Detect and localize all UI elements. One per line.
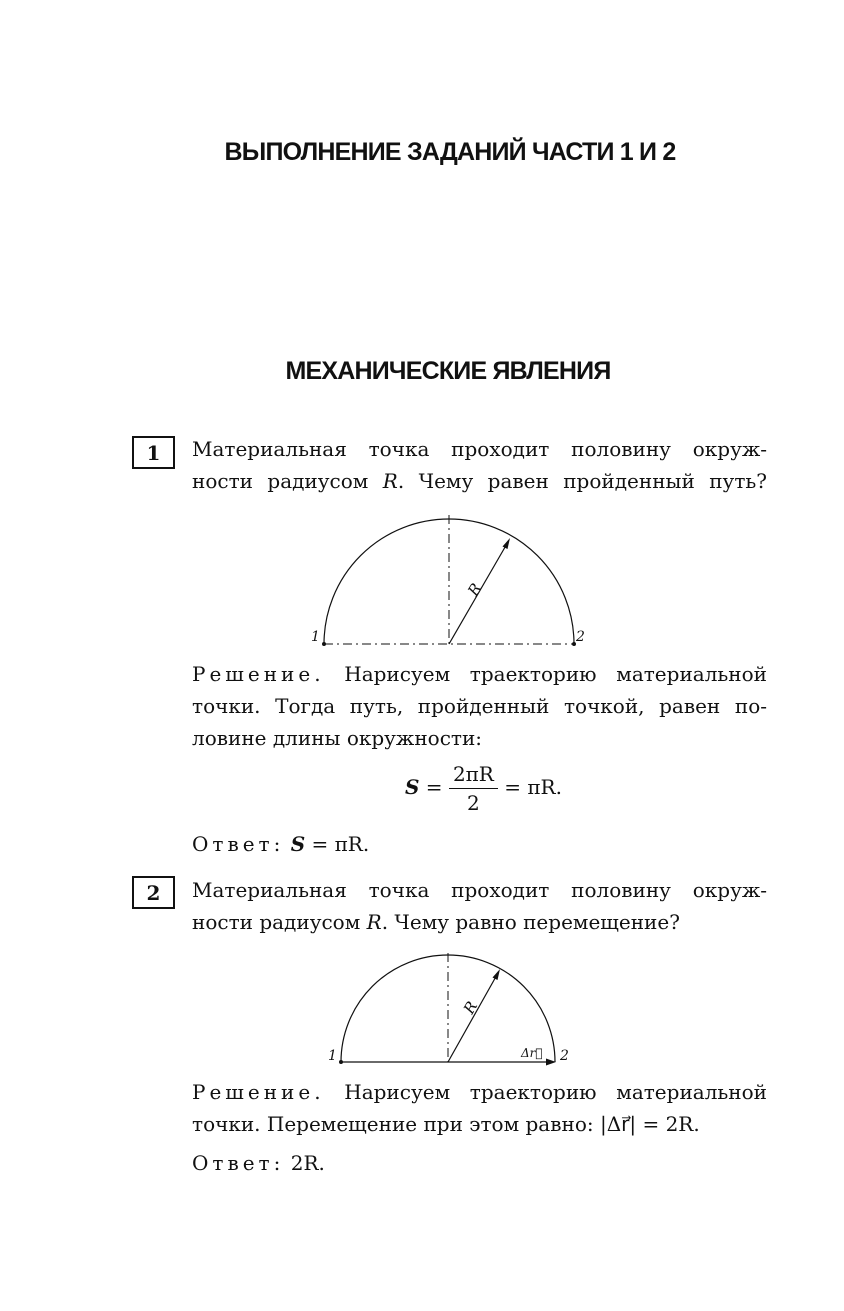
task-1-solution-line-1: Решение. Нарисуем траекторию материальной (192, 662, 767, 686)
task-2-number-box: 2 (132, 876, 175, 909)
task-2-radius-arrowhead (493, 969, 501, 980)
task-1-number-box: 1 (132, 436, 175, 469)
task-2-label-r: R (459, 998, 482, 1017)
task-1-question-line-2: ности радиусом R. Чему равен пройденный путь? (192, 469, 767, 493)
main-heading: ВЫПОЛНЕНИЕ ЗАДАНИЙ ЧАСТИ 1 И 2 (224, 138, 676, 166)
task-2-label-displacement: Δr⃗ (521, 1046, 543, 1060)
task-2-label-1: 1 (328, 1048, 337, 1064)
task-1-formula: S = $\frac{2\pi R}{2}$ = πR. (405, 762, 562, 815)
task-2-label-2: 2 (560, 1048, 569, 1064)
task-1-radius-arrowhead (503, 538, 511, 549)
task-2-question-line-2: ности радиусом R. Чему равно перемещение? (192, 910, 680, 934)
task-1-semicircle-diagram (300, 505, 600, 650)
task-1-label-1: 1 (311, 629, 320, 645)
task-2-radius-vector (448, 973, 498, 1062)
task-2-displacement-formula: |Δr⃗| = 2R. (599, 1112, 700, 1136)
task-2-answer: Ответ: 2R. (192, 1151, 325, 1175)
task-2-solution (192, 1076, 767, 1140)
task-2-solution-line-2: точки. Перемещение при этом равно: |Δr⃗| = 2R. (192, 1112, 700, 1136)
task-1-solution-line-3: ловине длины окружности: (192, 726, 483, 750)
task-2-point-1 (339, 1060, 343, 1064)
task-2-question (192, 874, 767, 938)
task-1-solution (192, 658, 767, 754)
task-2-semicircle-diagram (320, 945, 580, 1070)
task-2-question-line-1: Материальная точка проходит половину окруж- (192, 878, 767, 902)
task-1-question (192, 433, 767, 497)
task-1-question-line-1: Материальная точка проходит половину окруж- (192, 437, 767, 461)
section-heading: МЕХАНИЧЕСКИЕ ЯВЛЕНИЯ (285, 357, 611, 385)
task-1-label-r: R (464, 580, 486, 600)
task-1-answer: Ответ: S = πR. (192, 832, 370, 856)
task-1-label-2: 2 (576, 629, 585, 645)
task-1-point-1 (322, 642, 326, 646)
task-2-solution-line-1: Решение. Нарисуем траекторию материальной (192, 1080, 767, 1104)
task-1-solution-line-2: точки. Тогда путь, пройденный точкой, равен по- (192, 694, 767, 718)
task-1-fraction: $\frac{2\pi R}{2}$ (449, 762, 498, 815)
